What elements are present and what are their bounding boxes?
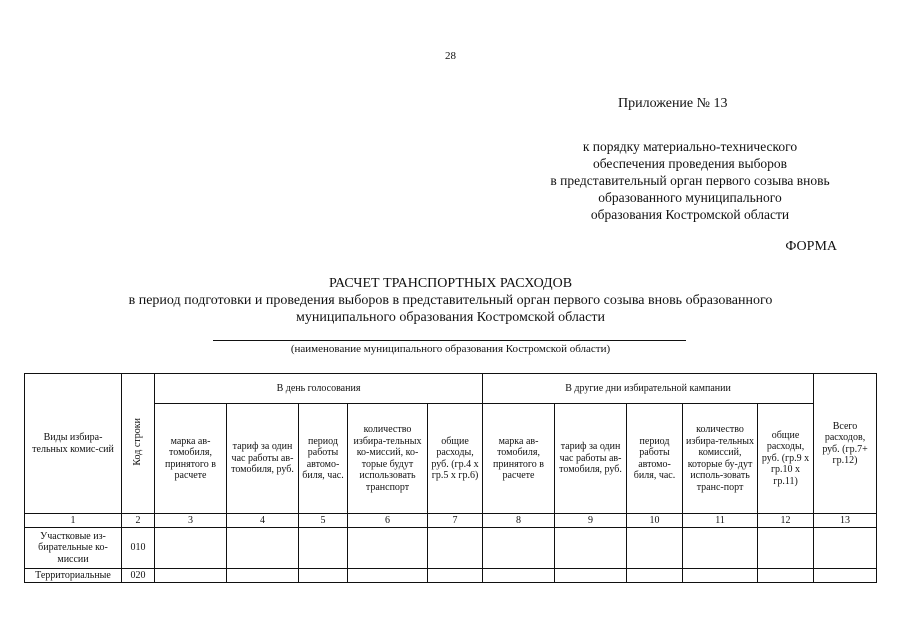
empty-cell [155, 528, 227, 569]
column-number: 7 [428, 514, 483, 528]
appendix-label: Приложение № 13 [618, 96, 728, 111]
header-car-brand: марка ав-томобиля, принятого в расчете [483, 404, 555, 514]
empty-cell [627, 569, 683, 583]
header-period: период работы автомо-биля, час. [299, 404, 348, 514]
empty-cell [555, 528, 627, 569]
header-total-costs: общие расходы, руб. (гр.4 х гр.5 х гр.6) [428, 404, 483, 514]
empty-cell [814, 528, 877, 569]
table-row [25, 569, 877, 583]
empty-cell [428, 528, 483, 569]
header-total-costs: общие расходы, руб. (гр.9 х гр.10 х гр.11) [758, 404, 814, 514]
header-kinds: Виды избира-тельных комис-сий [25, 374, 122, 514]
header-row-groups [25, 374, 877, 404]
row-kind: Участковые из-бирательные ко-миссии [25, 528, 122, 569]
column-number: 5 [299, 514, 348, 528]
column-number: 6 [348, 514, 428, 528]
column-number: 9 [555, 514, 627, 528]
page-number: 28 [445, 50, 456, 62]
header-car-brand: марка ав-томобиля, принятого в расчете [155, 404, 227, 514]
transport-costs-table [24, 373, 877, 583]
column-number: 1 [25, 514, 122, 528]
header-other-days: В другие дни избирательной кампании [483, 374, 814, 404]
header-tariff: тариф за один час работы ав-томобиля, руб. [227, 404, 299, 514]
row-code: 010 [122, 528, 155, 569]
empty-cell [683, 569, 758, 583]
municipality-caption: (наименование муниципального образования Костромской области) [290, 343, 611, 355]
column-number: 4 [227, 514, 299, 528]
empty-cell [428, 569, 483, 583]
column-number: 10 [627, 514, 683, 528]
column-number: 11 [683, 514, 758, 528]
form-label: ФОРМА [785, 239, 837, 254]
order-line: образования Костромской области [590, 207, 790, 222]
title-line: в период подготовки и проведения выборов в представительный орган первого созыва вновь образованного [128, 293, 773, 308]
empty-cell [483, 528, 555, 569]
header-code-text: Код строки [132, 417, 144, 466]
empty-cell [227, 569, 299, 583]
empty-cell [227, 528, 299, 569]
header-commission-count: количество избира-тельных ко-миссий, ко-торые будут использовать транспорт [348, 404, 428, 514]
title-line: муниципального образования Костромской области [296, 310, 605, 325]
empty-cell [299, 569, 348, 583]
title-line: РАСЧЕТ ТРАНСПОРТНЫХ РАСХОДОВ [328, 276, 573, 291]
row-code: 020 [122, 569, 155, 583]
empty-cell [683, 528, 758, 569]
order-line: в представительный орган первого созыва вновь [550, 173, 830, 188]
order-line: обеспечения проведения выборов [592, 156, 788, 171]
column-number: 2 [122, 514, 155, 528]
empty-cell [155, 569, 227, 583]
column-number: 3 [155, 514, 227, 528]
table-row [25, 528, 877, 569]
column-number: 8 [483, 514, 555, 528]
order-reference [470, 138, 901, 223]
empty-cell [299, 528, 348, 569]
empty-cell [627, 528, 683, 569]
empty-cell [758, 569, 814, 583]
order-line: образованного муниципального [598, 190, 782, 205]
empty-cell [758, 528, 814, 569]
order-line: к порядку материально-технического [582, 139, 798, 154]
column-number: 13 [814, 514, 877, 528]
header-code [122, 374, 155, 514]
column-number-row [25, 514, 877, 528]
municipality-fill-line [213, 340, 686, 341]
header-period: период работы автомо-биля, час. [627, 404, 683, 514]
empty-cell [483, 569, 555, 583]
header-commission-count: количество избира-тельных комиссий, которые бу-дут исполь-зовать транс-порт [683, 404, 758, 514]
empty-cell [814, 569, 877, 583]
column-number: 12 [758, 514, 814, 528]
empty-cell [348, 569, 428, 583]
header-voting-day: В день голосования [155, 374, 483, 404]
empty-cell [348, 528, 428, 569]
header-total: Всего расходов, руб. (гр.7+ гр.12) [814, 374, 877, 514]
document-title [0, 275, 901, 326]
row-kind: Территориальные [25, 569, 122, 583]
header-tariff: тариф за один час работы ав-томобиля, руб. [555, 404, 627, 514]
empty-cell [555, 569, 627, 583]
